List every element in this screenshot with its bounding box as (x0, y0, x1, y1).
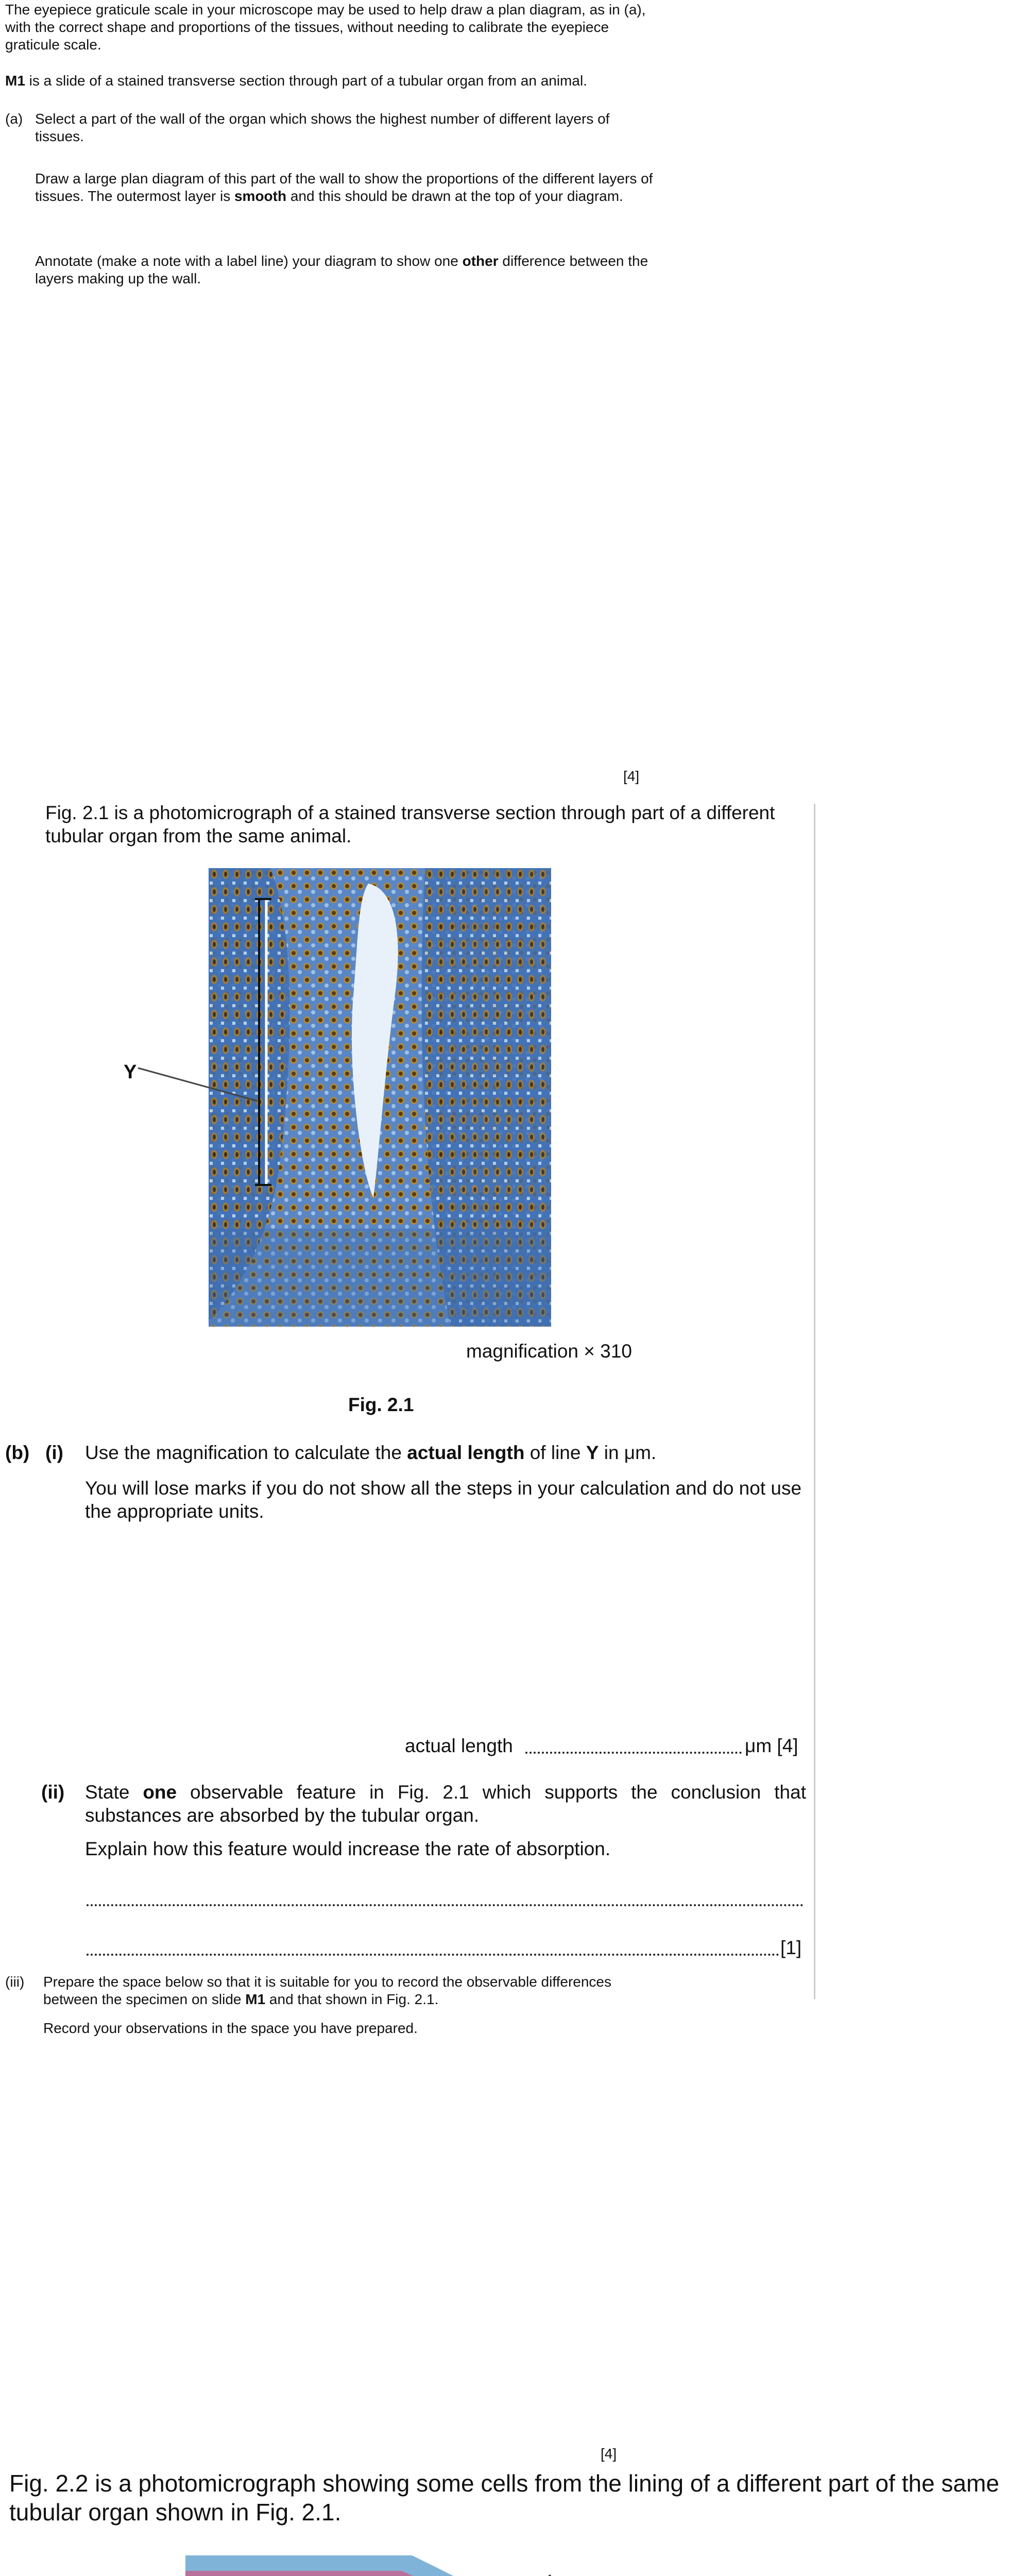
question-b-ii-explain: Explain how this feature would increase the rate of absorption. (85, 1838, 611, 1859)
question-a-annotate-instruction: Annotate (make a note with a label line) your diagram to show one other difference between the layers making up the wall. (35, 253, 648, 286)
actual-length-unit-marks: μm [4] (745, 1735, 798, 1756)
margin-rule (814, 804, 815, 1999)
fig22-photomicrograph (185, 2555, 608, 2576)
fig22-image (185, 2555, 608, 2576)
fig21-label-y: Y (124, 1061, 137, 1083)
question-b-ii-text: State one observable feature in Fig. 2.1 which supports the conclusion that substances are absorbed by the tubular organ. (85, 1782, 806, 1826)
question-b-ii-answer-line-1[interactable] (87, 1902, 804, 1906)
question-b-ii-label: (ii) (41, 1782, 65, 1803)
intro-paragraph: The eyepiece graticule scale in your microscope may be used to help draw a plan diagram, as in (a), with the correct shape and proportions of the tissues, without needing to calibrate the eyepiece graticule scale. (5, 2, 646, 53)
question-b-iii-text: Prepare the space below so that it is suitable for you to record the observable differences between the specimen on slide M1 and that shown in Fig. 2.1. (43, 1974, 612, 2007)
question-b-ii-marks: [1] (780, 1937, 802, 1958)
actual-length-answer-line[interactable] (525, 1750, 742, 1754)
fig21-submucosa (209, 1229, 551, 1327)
fig22-intro: Fig. 2.2 is a photomicrograph showing some cells from the lining of a different part of the same tubular organ shown in Fig. 2.1. (9, 2470, 999, 2526)
fig21-caption: Fig. 2.1 (348, 1394, 414, 1415)
question-b-iii-label: (iii) (5, 1974, 25, 1990)
question-b-iii-record: Record your observations in the space you have prepared. (43, 2020, 418, 2036)
question-a-marks: [4] (623, 768, 640, 784)
fig21-label-y-leader (136, 1064, 260, 1105)
m1-statement: M1 is a slide of a stained transverse section through part of a tubular organ from an animal. (5, 73, 587, 89)
fig21-photomicrograph (209, 868, 551, 1327)
question-b-i-note: You will lose marks if you do not show all the steps in your calculation and do not use the appropriate units. (85, 1478, 802, 1522)
question-a-draw-instruction: Draw a large plan diagram of this part of the wall to show the proportions of the different layers of tissues. The outermost layer is smooth and this should be drawn at the top of your diagram. (35, 171, 653, 204)
question-a-text: Select a part of the wall of the organ which shows the highest number of different layers of tissues. (35, 111, 610, 144)
fig21-image (209, 868, 551, 1327)
question-a-label: (a) (5, 111, 23, 127)
question-b-i-text: Use the magnification to calculate the actual length of line Y in μm. (85, 1442, 657, 1463)
question-b-iii-marks: [4] (601, 2446, 617, 2462)
question-b-i-label: (i) (45, 1442, 63, 1463)
fig21-magnification: magnification × 310 (466, 1341, 632, 1362)
question-b-ii-answer-line-2[interactable] (87, 1952, 779, 1956)
question-b-label: (b) (5, 1442, 30, 1463)
actual-length-label: actual length (405, 1735, 513, 1756)
fig21-intro: Fig. 2.1 is a photomicrograph of a stained transverse section through part of a different tubular organ from the same animal. (45, 802, 775, 846)
